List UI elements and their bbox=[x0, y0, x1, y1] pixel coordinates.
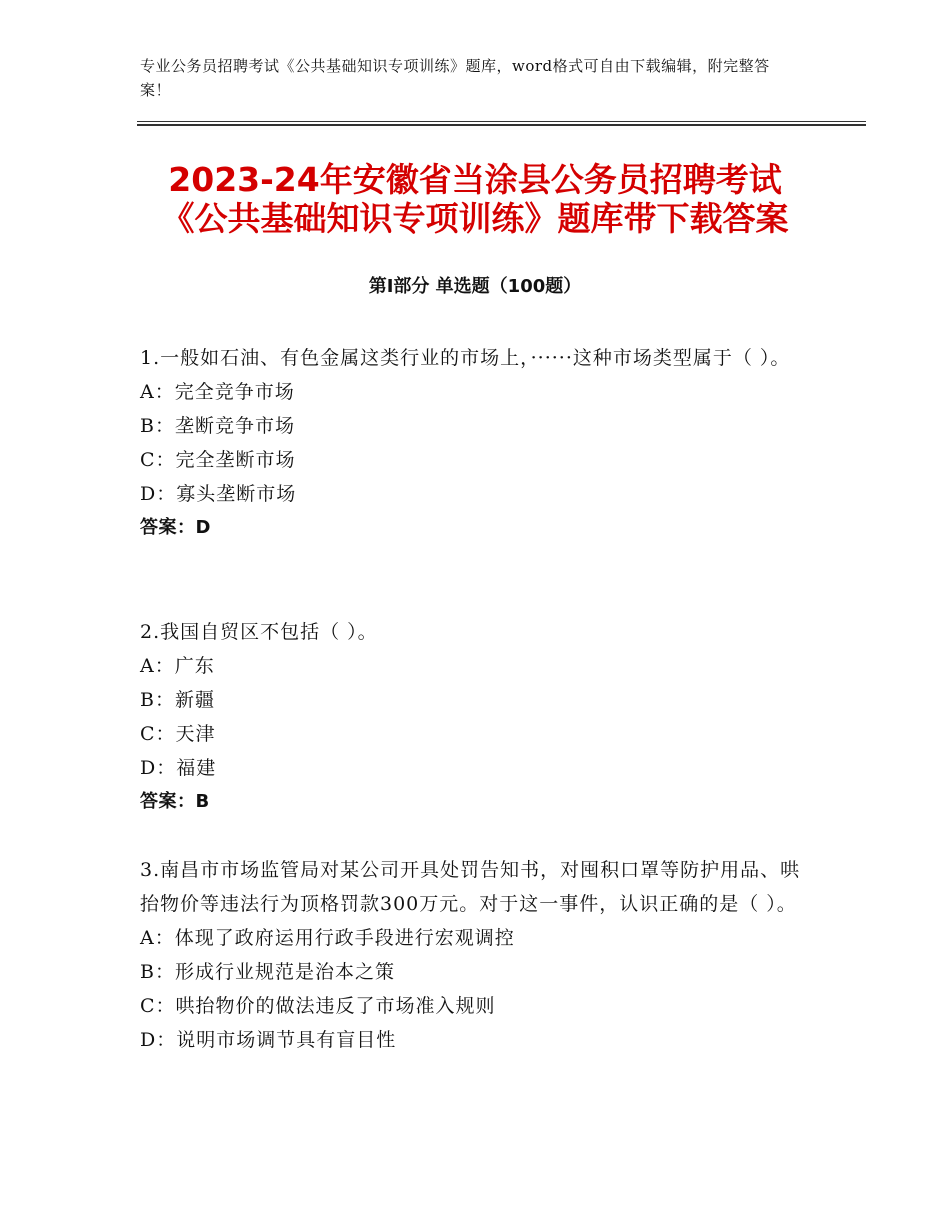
option-d: D：寡头垄断市场 bbox=[140, 483, 297, 505]
option-d: D：说明市场调节具有盲目性 bbox=[140, 1029, 397, 1051]
question-2 bbox=[140, 615, 805, 819]
option-d: D：福建 bbox=[140, 757, 217, 779]
option-a: A：体现了政府运用行政手段进行宏观调控 bbox=[140, 927, 515, 949]
section-heading: 第Ⅰ部分 单选题（100题） bbox=[368, 276, 582, 297]
header-divider-thin bbox=[137, 121, 866, 122]
option-b: B：垄断竞争市场 bbox=[140, 415, 295, 437]
option-c: C：天津 bbox=[140, 723, 216, 745]
option-c: C：完全垄断市场 bbox=[140, 449, 296, 471]
document-title-line-2: 《公共基础知识专项训练》题库带下载答案 bbox=[161, 199, 789, 238]
option-b: B：形成行业规范是治本之策 bbox=[140, 961, 395, 983]
question-stem: 1.一般如石油、有色金属这类行业的市场上，······这种市场类型属于（ ）。 bbox=[140, 347, 791, 369]
option-a: A：完全竞争市场 bbox=[140, 381, 295, 403]
answer: 答案：B bbox=[140, 791, 210, 812]
option-a: A：广东 bbox=[140, 655, 215, 677]
document-title-line-1: 2023-24年安徽省当涂县公务员招聘考试 bbox=[168, 160, 782, 199]
option-b: B：新疆 bbox=[140, 689, 215, 711]
question-3 bbox=[140, 853, 805, 1057]
answer: 答案：D bbox=[140, 517, 211, 538]
header-divider-thick bbox=[137, 124, 866, 126]
question-stem: 3.南昌市市场监管局对某公司开具处罚告知书，对囤积口罩等防护用品、哄抬物价等违法行为顶格罚款300万元。对于这一事件，认识正确的是（ ）。 bbox=[140, 859, 801, 915]
option-c: C：哄抬物价的做法违反了市场准入规则 bbox=[140, 995, 496, 1017]
question-1 bbox=[140, 341, 805, 545]
header-note: 专业公务员招聘考试《公共基础知识专项训练》题库，word格式可自由下载编辑，附完整答案！ bbox=[140, 57, 770, 99]
question-stem: 2.我国自贸区不包括（ ）。 bbox=[140, 621, 378, 643]
